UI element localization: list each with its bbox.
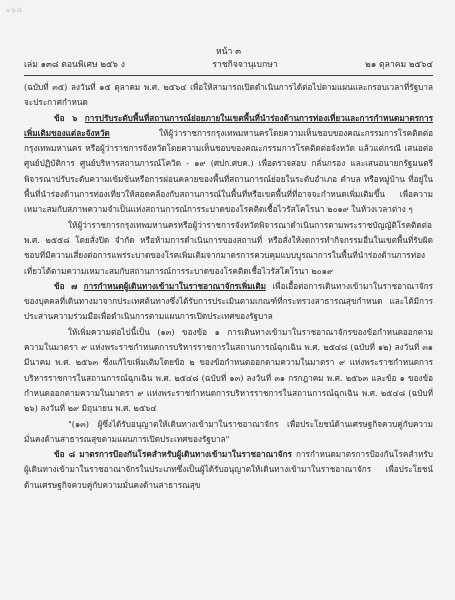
section-7-number: ข้อ ๗ xyxy=(54,280,78,291)
header-rule xyxy=(24,75,433,76)
paragraph-continuation: (ฉบับที่ ๓๕) ลงวันที่ ๑๕ ตุลาคม พ.ศ. ๒๕๖๔ เพื่อให้สามารถเปิดดำเนินการได้ต่อไปตามแผนและกรอบเวลาที่รัฐบาลจะประกาศกำหนด xyxy=(24,82,433,108)
paragraph-7b: ให้เพิ่มความต่อไปนี้เป็น (๑๓) ของข้อ ๑ การเดินทางเข้ามาในราชอาณาจักรของข้อกำหนดออกตามความในมาตรา ๙ แห่งพระราชกำหนดการบริหารราชการในสถานการณ์ฉุกเฉิน พ.ศ. ๒๕๔๘ (ฉบับที่ ๑๒) ลงวันที่ ๓๑ มีนาคม พ.ศ. ๒๕๖๓ ซึ่งแก้ไขเพิ่มเติมโดยข้อ ๒ ของข้อกำหนดออกตามความในมาตรา ๙ แห่งพระราชกำหนดการบริหารราชการในสถานการณ์ฉุกเฉิน พ.ศ. ๒๕๔๘ (ฉบับที่ ๑๓) ลงวันที่ ๓๑ กรกฎาคม พ.ศ. ๒๕๖๓ และข้อ ๑ ของข้อกำหนดออกตามความในมาตรา ๙ แห่งพระราชกำหนดการบริหารราชการในสถานการณ์ฉุกเฉิน พ.ศ. ๒๕๔๘ (ฉบับที่ ๒๖) ลงวันที่ ๒๙ มิถุนายน พ.ศ. ๒๕๖๔ xyxy=(24,326,433,414)
section-6-title: การปรับระดับพื้นที่สถานการณ์ย่อยภายในเขตพื้นที่นำร่องด้านการท่องเที่ยวและการกำหนดมาตรการเพิ่มเติมของแต่ละจังหวัด xyxy=(24,112,433,138)
section-6-number: ข้อ ๖ xyxy=(54,112,78,123)
section-6-text: ให้ผู้ว่าราชการกรุงเทพมหานครโดยความเห็นชอบของคณะกรรมการโรคติดต่อกรุงเทพมหานคร หรือผู้ว่าราชการจังหวัดโดยความเห็นชอบของคณะกรรมการโรคติดต่อจังหวัด แล้วแต่กรณี เสนอต่อศูนย์ปฏิบัติการ ศูนย์บริหารสถานการณ์โควิด - ๑๙ (ศปก.ศบค.) เพื่อตรวจสอบ กลั่นกรอง และเสนอนายกรัฐมนตรีพิจารณาปรับระดับความเข้มข้นหรือการผ่อนคลายของพื้นที่สถานการณ์ย่อยในระดับอำเภอ ตำบล หรือหมู่บ้าน ที่อยู่ในพื้นที่นำร่องด้านการท่องเที่ยวให้สอดคล้องกับสถานการณ์ในพื้นที่หรือเขตพื้นที่ที่อาจจะกำหนดเพิ่มเติมขึ้น เพื่อความเหมาะสมกับสภาพความจำเป็นแห่งสถานการณ์การระบาดของโรคติดเชื้อไวรัสโคโรนา ๒๐๑๙ ในห้วงเวลาต่าง ๆ xyxy=(24,127,433,215)
gazette-name: ราชกิจจานุเบกษา xyxy=(212,60,278,70)
page-number: หน้า ๓ xyxy=(216,47,241,57)
paragraph-7c-quote: "(๑๓) ผู้ซึ่งได้รับอนุญาตให้เดินทางเข้ามาในราชอาณาจักร เพื่อประโยชน์ด้านเศรษฐกิจควบคู่กับความมั่นคงด้านสาธารณสุขตามแผนการเปิดประเทศของรัฐบาล" xyxy=(24,418,433,444)
section-8-number: ข้อ ๘ xyxy=(54,449,76,460)
volume-info: เล่ม ๑๓๘ ตอนพิเศษ ๒๕๖ ง xyxy=(24,60,125,70)
section-7-title: การกำหนดผู้เดินทางเข้ามาในราชอาณาจักรเพิ่มเติม xyxy=(83,280,267,291)
section-6 xyxy=(24,111,433,218)
paragraph-6b: ให้ผู้ว่าราชการกรุงเทพมหานครหรือผู้ว่าราชการจังหวัดพิจารณาดำเนินการตามพระราชบัญญัติโรคติดต่อ พ.ศ. ๒๕๕๘ โดยสั่งปิด จำกัด หรือห้ามการดำเนินการของสถานที่ หรือสั่งให้งดการทำกิจกรรมอื่นในเขตพื้นที่รับผิดชอบที่มีความเสี่ยงต่อการแพร่ระบาดของโรคเพิ่มเติมจากมาตรการควบคุมแบบบูรณาการในพื้นที่นำร่องด้านการท่องเที่ยวได้ตามความเหมาะสมกับสถานการณ์การระบาดของโรคติดเชื้อไวรัสโคโรนา ๒๐๑๙ xyxy=(24,219,433,276)
section-8-text: การกำหนดมาตรการป้องกันโรคสำหรับผู้เดินทางเข้ามาในราชอาณาจักรในประเภทซึ่งเป็นผู้ได้รับอนุญาตให้เดินทางเข้ามาในราชอาณาจักร เพื่อประโยชน์ด้านเศรษฐกิจควบคู่กับความมั่นคงด้านสาธารณสุข xyxy=(24,449,433,490)
section-8 xyxy=(24,447,433,493)
publish-date: ๒๑ ตุลาคม ๒๕๖๔ xyxy=(365,60,433,70)
section-8-title: มาตรการป้องกันโรคสำหรับผู้เดินทางเข้ามาในราชอาณาจักร xyxy=(79,449,292,460)
page-id-mark: ๐๖๘ xyxy=(6,6,24,14)
section-7-text: เพื่อเอื้อต่อการเดินทางเข้ามาในราชอาณาจักรของบุคคลที่เดินทางมาจากประเทศต้นทางซึ่งได้รับการประเมินตามเกณฑ์ที่กระทรวงสาธารณสุขกำหนด และได้มีการประสานความร่วมมือเพื่อดำเนินการตามแผนการเปิดประเทศของรัฐบาล xyxy=(24,280,433,322)
document-body xyxy=(24,80,433,493)
gazette-header xyxy=(24,46,433,72)
section-7 xyxy=(24,279,433,325)
